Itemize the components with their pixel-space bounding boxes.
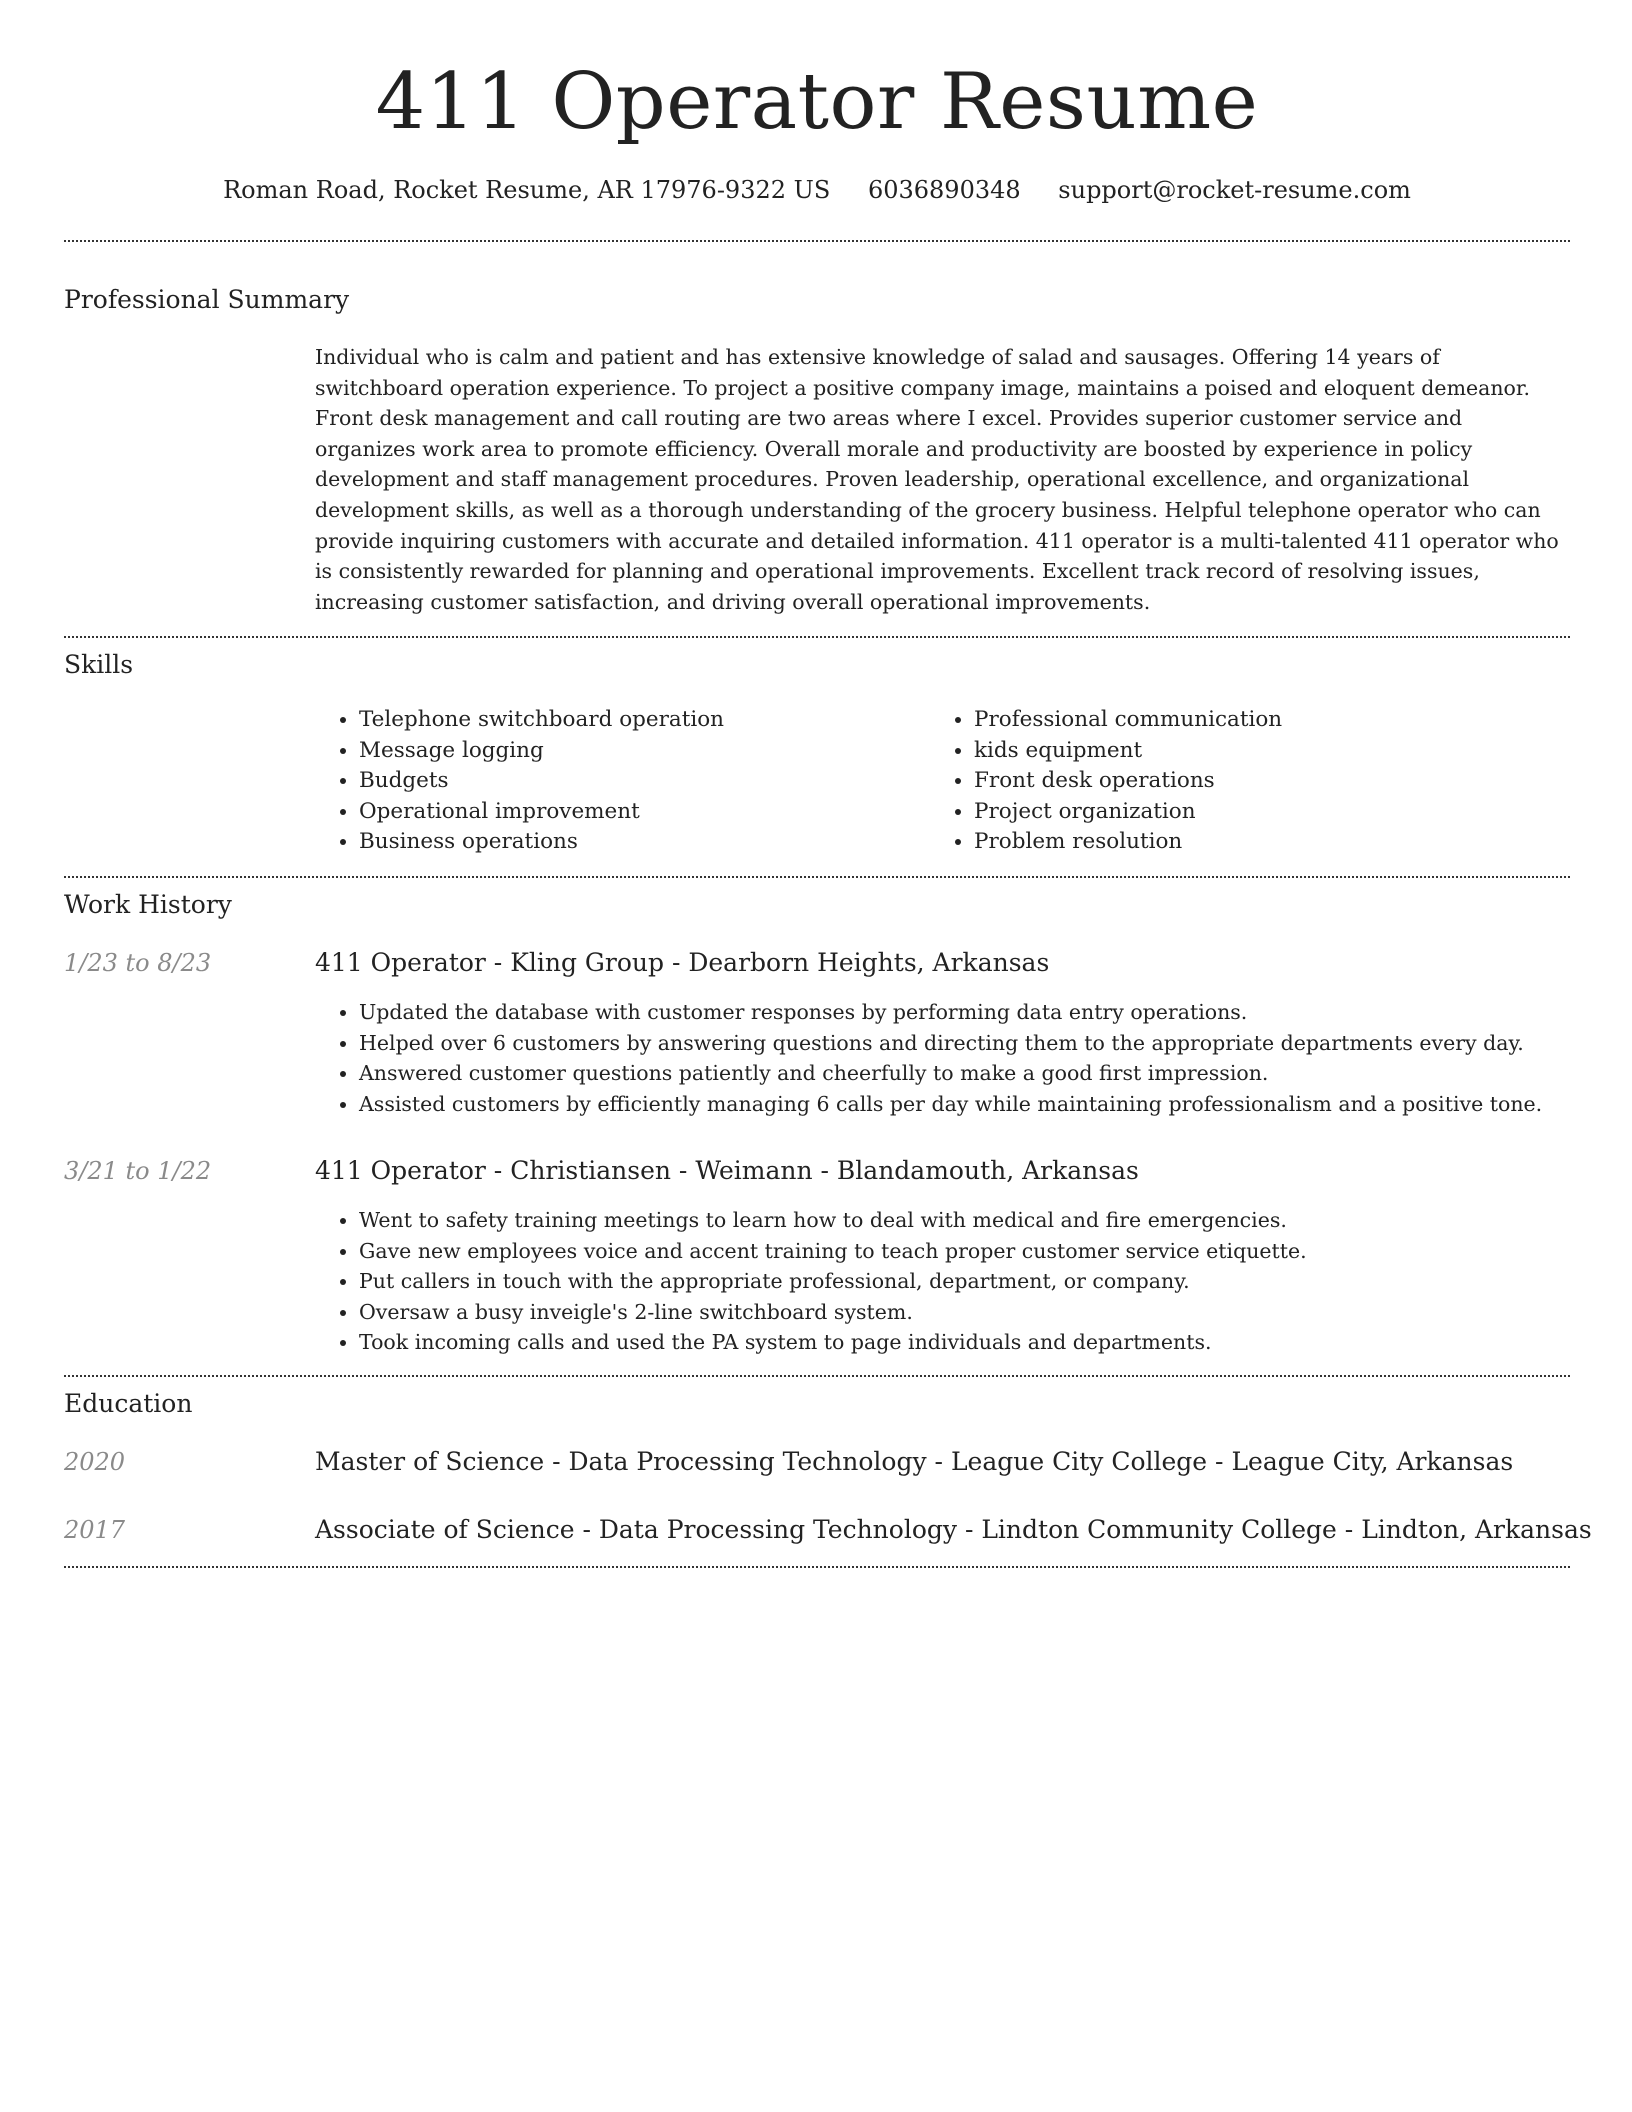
resume-title: 411 Operator Resume (375, 57, 1259, 147)
skill-item: • Front desk operations (974, 766, 1282, 797)
skill-item: • Business operations (359, 827, 724, 858)
contact-email: support@rocket-resume.com (1058, 176, 1411, 204)
skills-list-right (930, 705, 1282, 858)
education-degree: Associate of Science - Data Processing Technology - Lindton Community College - Lindton, Arkansas (315, 1515, 1592, 1544)
education-year: 2017 (64, 1516, 126, 1544)
job-title: 411 Operator - Kling Group - Dearborn Heights, Arkansas (315, 948, 1050, 977)
education-degree: Master of Science - Data Processing Technology - League City College - League City, Arkansas (315, 1447, 1514, 1476)
divider (64, 1566, 1570, 1568)
skill-item: • kids equipment (974, 736, 1282, 767)
summary-heading: Professional Summary (64, 285, 350, 314)
job-bullet: • Answered customer questions patiently and cheerfully to make a good first impression. (359, 1058, 1599, 1089)
skills-heading: Skills (64, 650, 134, 679)
summary-text: Individual who is calm and patient and has extensive knowledge of salad and sausages. Offering 14 years of switchboard operation experience. To project a positive company image, maintains a poised and eloquent demeanor. Front desk management and call routing are two areas where I excel. Provides superior customer service and organizes work area to promote efficiency. Overall morale and productivity are boosted by experience in policy development and staff management procedures. Proven leadership, operational excellence, and organizational development skills, as well as a thorough understanding of the grocery business. Helpful telephone operator who can provide inquiring customers with accurate and detailed information. 411 operator is a multi-talented 411 operator who is consistently rewarded for planning and operational improvements. Excellent track record of resolving issues, increasing customer satisfaction, and driving overall operational improvements. (315, 345, 1559, 614)
divider (64, 876, 1570, 878)
skills-list-left (315, 705, 724, 858)
education-year: 2020 (64, 1448, 126, 1476)
divider (64, 636, 1570, 638)
contact-line (64, 170, 1570, 210)
education-heading: Education (64, 1389, 193, 1418)
job-bullet: • Gave new employees voice and accent training to teach proper customer service etiquette. (359, 1236, 1599, 1267)
skill-item: • Problem resolution (974, 827, 1282, 858)
job-title: 411 Operator - Christiansen - Weimann - Blandamouth, Arkansas (315, 1156, 1139, 1185)
job-dates: 3/21 to 1/22 (64, 1157, 212, 1185)
job-bullets (315, 1205, 1599, 1358)
contact-phone: 6036890348 (867, 176, 1021, 204)
skill-item: • Budgets (359, 766, 724, 797)
skill-item: • Professional communication (974, 705, 1282, 736)
divider (64, 1375, 1570, 1377)
skill-item: • Telephone switchboard operation (359, 705, 724, 736)
job-bullet: • Assisted customers by efficiently managing 6 calls per day while maintaining professionalism and a positive tone. (359, 1089, 1599, 1120)
job-dates: 1/23 to 8/23 (64, 949, 212, 977)
divider (64, 240, 1570, 242)
job-bullet: • Oversaw a busy inveigle's 2-line switchboard system. (359, 1297, 1599, 1328)
job-bullet: • Put callers in touch with the appropriate professional, department, or company. (359, 1266, 1599, 1297)
skill-item: • Project organization (974, 797, 1282, 828)
work-heading: Work History (64, 890, 232, 919)
skill-item: • Operational improvement (359, 797, 724, 828)
job-bullets (315, 997, 1599, 1119)
job-bullet: • Updated the database with customer responses by performing data entry operations. (359, 997, 1599, 1028)
job-bullet: • Went to safety training meetings to learn how to deal with medical and fire emergencies. (359, 1205, 1599, 1236)
skill-item: • Message logging (359, 736, 724, 767)
job-bullet: • Took incoming calls and used the PA system to page individuals and departments. (359, 1327, 1599, 1358)
contact-address: Roman Road, Rocket Resume, AR 17976-9322 US (223, 176, 831, 204)
job-bullet: • Helped over 6 customers by answering questions and directing them to the appropriate departments every day. (359, 1028, 1599, 1059)
